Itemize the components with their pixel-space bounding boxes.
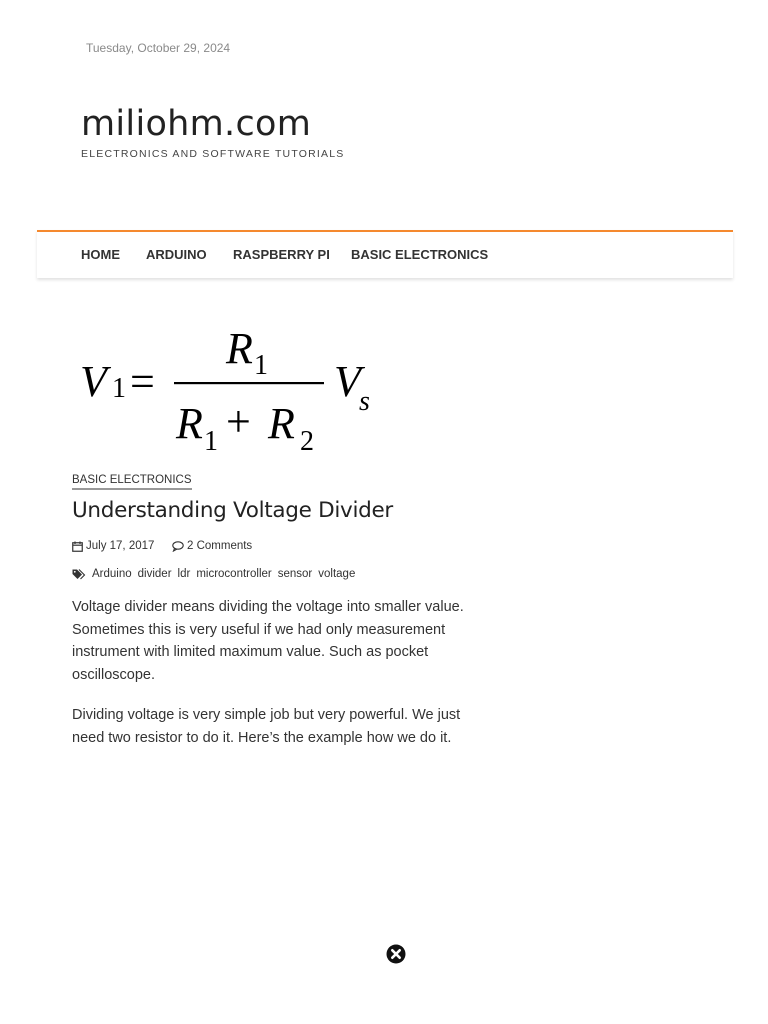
tag-link[interactable]: microcontroller (196, 568, 272, 580)
nav-item-basic-electronics[interactable]: BASIC ELECTRONICS (351, 247, 489, 262)
tag-link[interactable]: Arduino (92, 568, 132, 580)
tags-icon (72, 569, 86, 580)
formula-num-var: R (226, 324, 253, 373)
formula-lhs-sub: 1 (112, 373, 126, 404)
formula-rhs-var: V (334, 357, 361, 406)
post-title[interactable]: Understanding Voltage Divider (72, 498, 393, 523)
formula-num-sub: 1 (254, 350, 268, 381)
formula-den-var1: R (176, 399, 203, 448)
main-navigation (37, 230, 733, 278)
tag-link[interactable]: ldr (177, 568, 191, 580)
formula-fraction-bar (174, 382, 324, 384)
post-date (72, 540, 154, 552)
tag-link[interactable]: sensor (277, 568, 313, 580)
post-tags (72, 568, 361, 580)
post-date-text[interactable]: July 17, 2017 (86, 540, 155, 552)
post-paragraph: Dividing voltage is very simple job but very powerful. We just need two resistor to do it. Here’s the example how we do it. (72, 707, 461, 746)
formula-lhs-var: V (80, 357, 107, 406)
post-comments (172, 540, 252, 552)
tag-link[interactable]: divider (137, 568, 172, 580)
site-title[interactable]: miliohm.com (81, 104, 312, 144)
comment-icon (172, 541, 184, 552)
formula-rhs-sub: s (359, 386, 370, 417)
formula-den-sub2: 2 (300, 426, 314, 457)
nav-item-raspberry-pi[interactable]: RASPBERRY PI (233, 247, 330, 262)
formula-equals: = (130, 357, 155, 406)
tag-link[interactable]: voltage (318, 568, 356, 580)
formula-den-sub1: 1 (204, 426, 218, 457)
post-comments-link[interactable]: 2 Comments (187, 540, 253, 552)
post-category-link[interactable]: BASIC ELECTRONICS (72, 474, 192, 490)
post-paragraph: Voltage divider means dividing the voltage into smaller value. Sometimes this is very useful if we had only measurement instrument with limited maximum value. Such as pocket oscilloscope. (72, 599, 464, 683)
nav-item-arduino[interactable]: ARDUINO (146, 247, 207, 262)
formula-plus: + (226, 397, 251, 446)
close-icon[interactable] (386, 944, 406, 964)
calendar-icon (72, 541, 83, 552)
header-date: Tuesday, October 29, 2024 (86, 41, 231, 55)
nav-item-home[interactable]: HOME (81, 247, 120, 262)
site-description: ELECTRONICS AND SOFTWARE TUTORIALS (81, 148, 345, 160)
formula-den-var2: R (268, 399, 295, 448)
voltage-divider-formula-image[interactable] (72, 316, 382, 458)
